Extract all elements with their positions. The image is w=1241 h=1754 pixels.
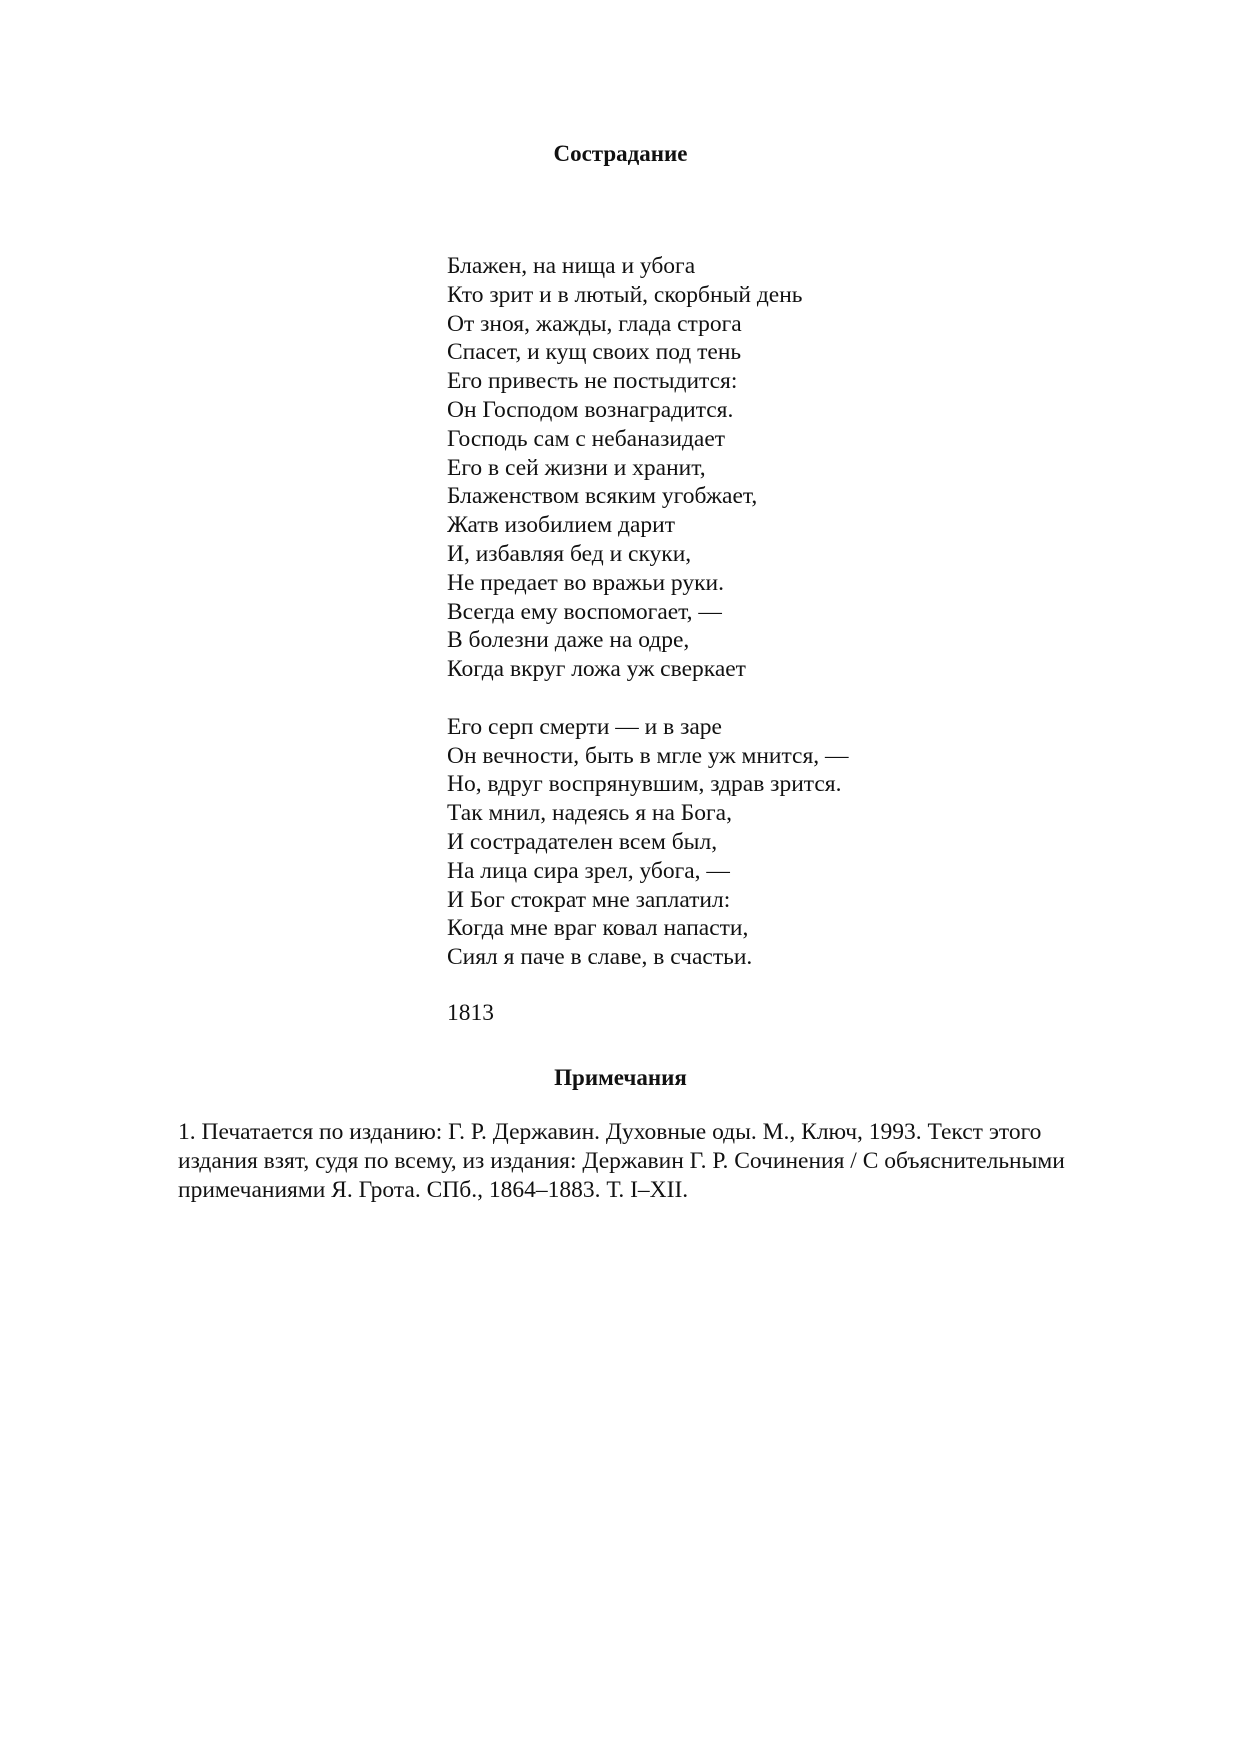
poem-line: И сострадателен всем был, xyxy=(447,828,718,855)
poem-line: Когда вкруг ложа уж сверкает xyxy=(447,656,746,683)
poem-body xyxy=(447,252,1087,972)
poem-line: На лица сира зрел, убога, — xyxy=(447,857,730,884)
poem-line: Господь сам с небаназидает xyxy=(447,425,726,452)
poem-line: От зноя, жажды, глада строга xyxy=(447,310,742,337)
notes-heading: Примечания xyxy=(554,1065,687,1090)
poem-line: Но, вдруг воспрянувшим, здрав зрится. xyxy=(447,771,842,798)
poem-line: В болезни даже на одре, xyxy=(447,627,690,654)
poem-line: Кто зрит и в лютый, скорбный день xyxy=(447,281,803,308)
poem-line: Он вечности, быть в мгле уж мнится, — xyxy=(447,742,849,769)
poem-line: Спасет, и кущ своих под тень xyxy=(447,339,742,366)
poem-line: Всегда ему воспомогает, — xyxy=(447,598,722,625)
poem-line: Его в сей жизни и хранит, xyxy=(447,454,706,481)
poem-line: И Бог стократ мне заплатил: xyxy=(447,886,731,913)
poem-line: Когда мне враг ковал напасти, xyxy=(447,915,749,942)
poem-line: Сиял я паче в славе, в счастьи. xyxy=(447,944,753,971)
poem-line: Так мнил, надеясь я на Бога, xyxy=(447,800,732,827)
poem-line: Блаженством всяким угобжает, xyxy=(447,483,758,510)
poem-title: Сострадание xyxy=(553,141,688,166)
poem-line: Не предает во вражьи руки. xyxy=(447,569,724,596)
stanza-2 xyxy=(447,713,1087,972)
poem-line: Его серп смерти — и в заре xyxy=(447,713,722,740)
notes-text: 1. Печатается по изданию: Г. Р. Державин. Духовные оды. М., Ключ, 1993. Текст этого издания взят, судя по всему, из издания: Державин Г. Р. Сочинения / С объяснительными примечаниями Я. Грота. СПб., 1864–1883. Т. I–XII. xyxy=(178,1119,1065,1203)
poem-line: Блажен, на нища и убога xyxy=(447,253,696,279)
poem-year: 1813 xyxy=(447,1000,494,1026)
poem-line: Он Господом вознаградится. xyxy=(447,396,734,423)
poem-line: Жатв изобилием дарит xyxy=(447,512,676,539)
poem-line: Его привесть не постыдится: xyxy=(447,368,738,395)
stanza-1 xyxy=(447,252,1087,684)
poem-line: И, избавляя бед и скуки, xyxy=(447,540,692,567)
